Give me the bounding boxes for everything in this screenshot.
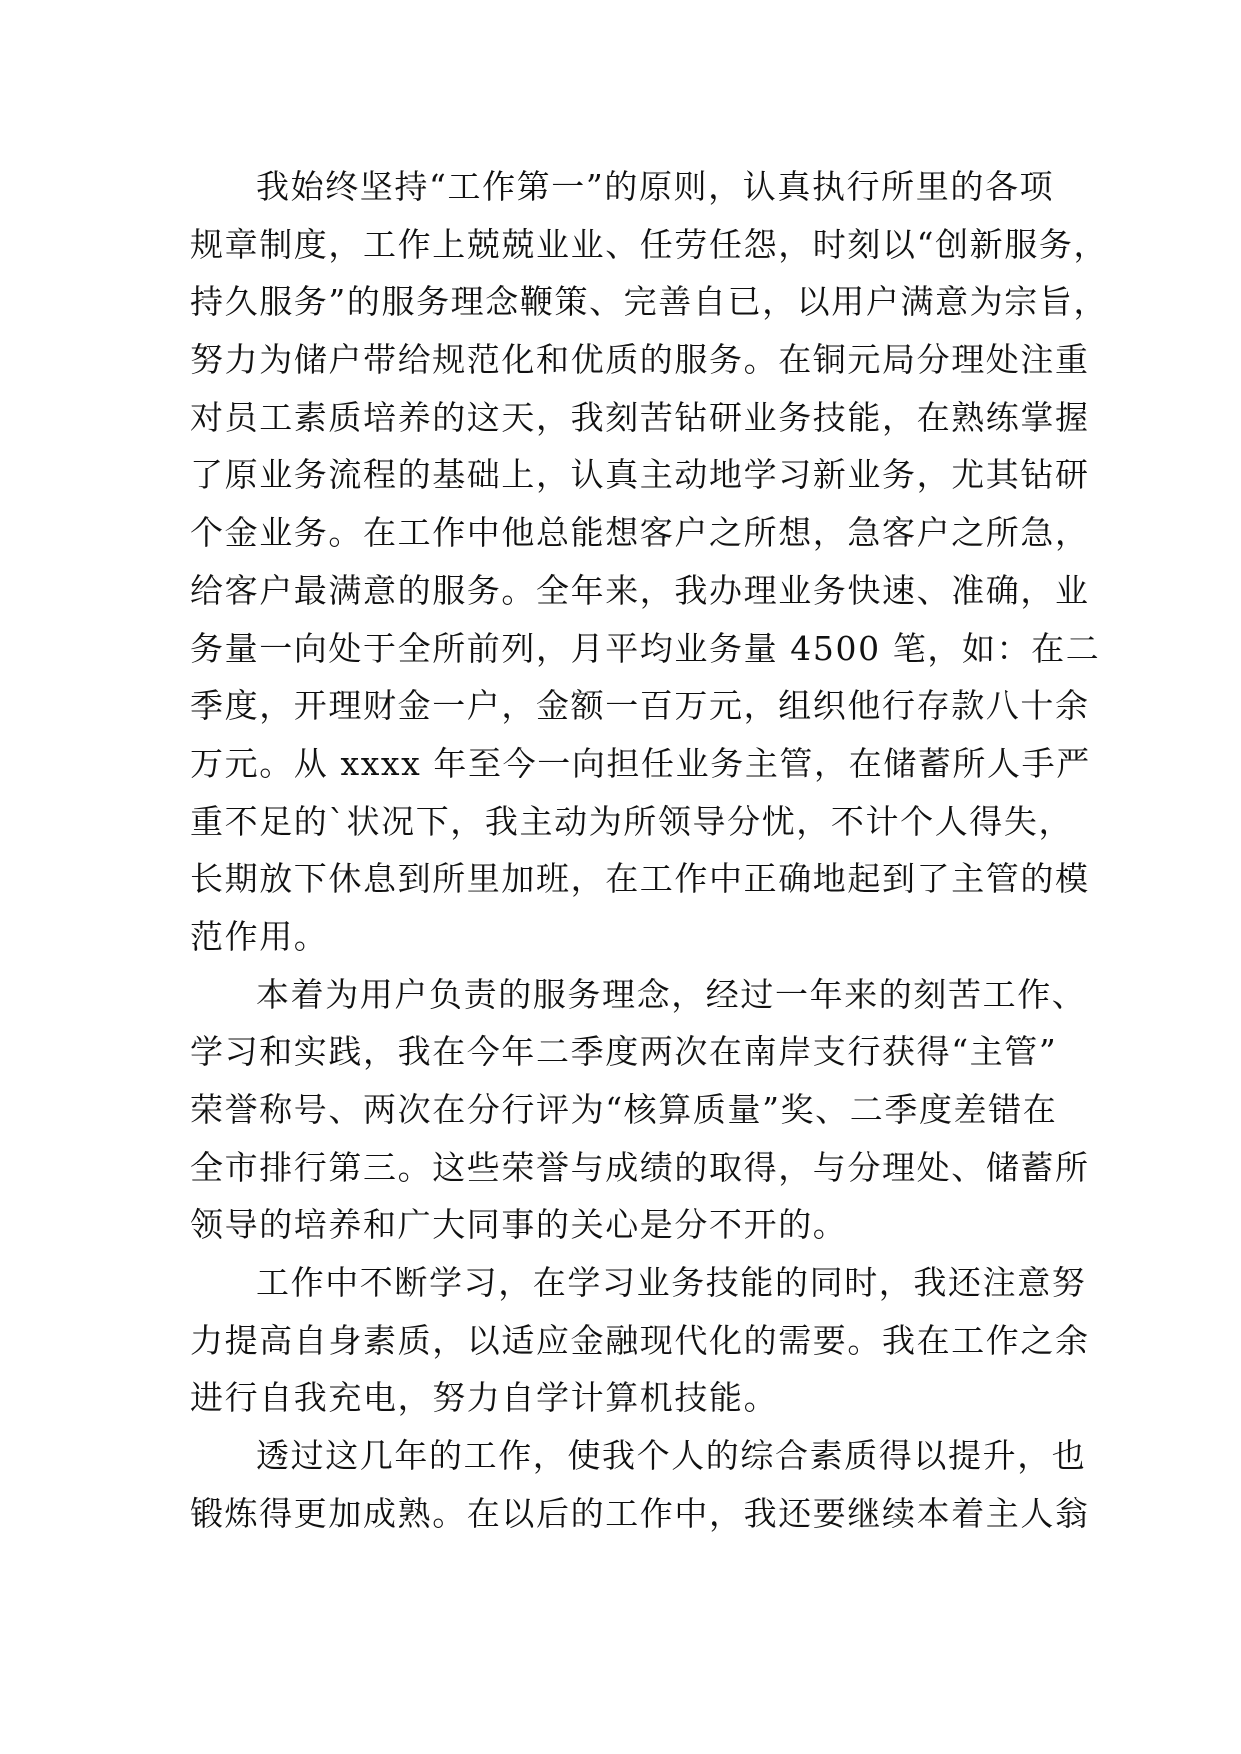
text-line: 了原业务流程的基础上，认真主动地学习新业务，尤其钻研 — [190, 455, 1090, 495]
paragraph-first-line: 工作中不断学习，在学习业务技能的同时，我还注意努 — [256, 1263, 1087, 1303]
text-line: 万元。从 xxxx 年至今一向担任业务主管，在储蓄所人手严 — [190, 743, 1091, 783]
text-line: 学习和实践，我在今年二季度两次在南岸支行获得“主管” — [190, 1032, 1058, 1072]
paragraph-first-line: 我始终坚持“工作第一”的原则，认真执行所里的各项 — [256, 167, 1055, 206]
text-line: 进行自我充电，努力自学计算机技能。 — [190, 1378, 779, 1418]
text-line: 力提高自身素质，以适应金融现代化的需要。我在工作之余 — [190, 1320, 1090, 1360]
document-body — [190, 158, 1109, 1543]
text-line: 季度，开理财金一户，金额一百万元，组织他行存款八十余 — [190, 686, 1090, 726]
text-line: 全市排行第三。这些荣誉与成绩的取得，与分理处、储蓄所 — [190, 1147, 1090, 1187]
text-line: 范作用。 — [190, 916, 329, 956]
text-line: 务量一向处于全所前列，月平均业务量 4500 笔，如：在二 — [190, 628, 1101, 668]
text-line: 个金业务。在工作中他总能想客户之所想，急客户之所急， — [190, 513, 1090, 553]
text-line: 荣誉称号、两次在分行评为“核算质量”奖、二季度差错在 — [190, 1090, 1058, 1129]
text-line: 给客户最满意的服务。全年来，我办理业务快速、准确，业 — [190, 570, 1090, 610]
text-line: 领导的培养和广大同事的关心是分不开的。 — [190, 1205, 848, 1245]
text-line: 努力为储户带给规范化和优质的服务。在铜元局分理处注重 — [190, 340, 1090, 380]
paragraph-first-line: 透过这几年的工作，使我个人的综合素质得以提升，也 — [256, 1436, 1087, 1476]
text-line: 持久服务”的服务理念鞭策、完善自已，以用户满意为宗旨， — [190, 282, 1109, 322]
paragraph-first-line: 本着为用户负责的服务理念，经过一年来的刻苦工作、 — [256, 974, 1087, 1014]
text-line: 锻炼得更加成熟。在以后的工作中，我还要继续本着主人翁 — [190, 1493, 1090, 1533]
text-line: 对员工素质培养的这天，我刻苦钻研业务技能，在熟练掌握 — [190, 397, 1090, 437]
text-line: 长期放下休息到所里加班，在工作中正确地起到了主管的模 — [190, 859, 1090, 899]
text-line: 规章制度，工作上兢兢业业、任劳任怨，时刻以“创新服务， — [190, 224, 1109, 264]
text-line: 重不足的`状况下，我主动为所领导分忧，不计个人得失， — [190, 801, 1074, 841]
